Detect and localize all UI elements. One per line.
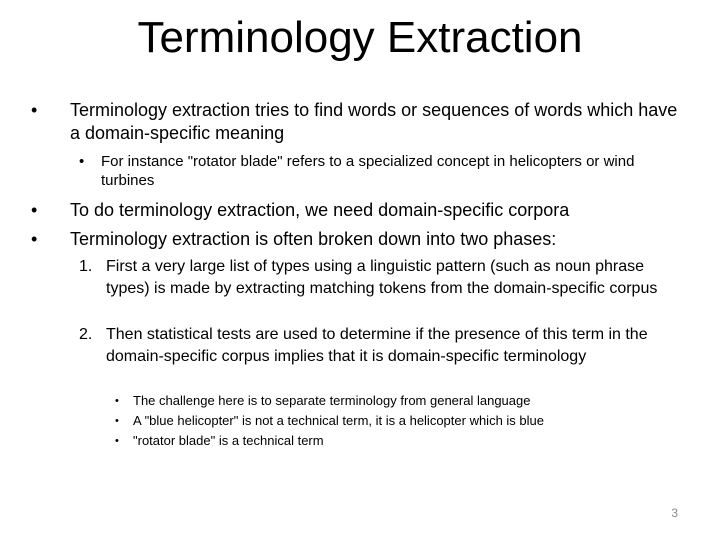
bullet-item bbox=[28, 99, 688, 145]
item-number: 1. bbox=[79, 258, 93, 275]
sub-bullet-marker: • bbox=[79, 153, 85, 170]
note-text: The challenge here is to separate terminology from general language bbox=[133, 393, 531, 408]
bullet-marker: • bbox=[31, 200, 38, 220]
note-text: A "blue helicopter" is not a technical term, it is a helicopter which is blue bbox=[133, 413, 544, 428]
note-item bbox=[115, 391, 675, 411]
bullet-text: To do terminology extraction, we need domain-specific corpora bbox=[70, 200, 570, 220]
bullet-text: Terminology extraction tries to find words or sequences of words which have a domain-specific meaning bbox=[70, 100, 678, 143]
note-marker: • bbox=[115, 435, 119, 447]
numbered-text: First a very large list of types using a linguistic pattern (such as noun phrase types) is made by extracting matching tokens from the domain-specific corpus bbox=[106, 258, 658, 297]
item-number: 2. bbox=[79, 326, 93, 343]
bullet-item bbox=[28, 228, 688, 251]
note-item bbox=[115, 431, 675, 451]
note-marker: • bbox=[115, 395, 119, 407]
sub-bullet-item bbox=[77, 152, 677, 190]
numbered-item bbox=[79, 324, 679, 368]
note-item bbox=[115, 411, 675, 431]
bullet-marker: • bbox=[31, 100, 38, 120]
note-marker: • bbox=[115, 415, 119, 427]
numbered-text: Then statistical tests are used to determine if the presence of this term in the domain-specific corpus implies that it is domain-specific terminology bbox=[106, 326, 648, 365]
bullet-text: Terminology extraction is often broken down into two phases: bbox=[70, 229, 557, 249]
bullet-marker: • bbox=[31, 229, 38, 249]
slide-title: Terminology Extraction bbox=[137, 13, 583, 62]
sub-bullet-text: For instance "rotator blade" refers to a specialized concept in helicopters or wind turbines bbox=[101, 153, 635, 189]
numbered-item bbox=[79, 256, 679, 300]
page-number: 3 bbox=[671, 506, 678, 520]
note-text: "rotator blade" is a technical term bbox=[133, 433, 324, 448]
bullet-item bbox=[28, 199, 688, 222]
